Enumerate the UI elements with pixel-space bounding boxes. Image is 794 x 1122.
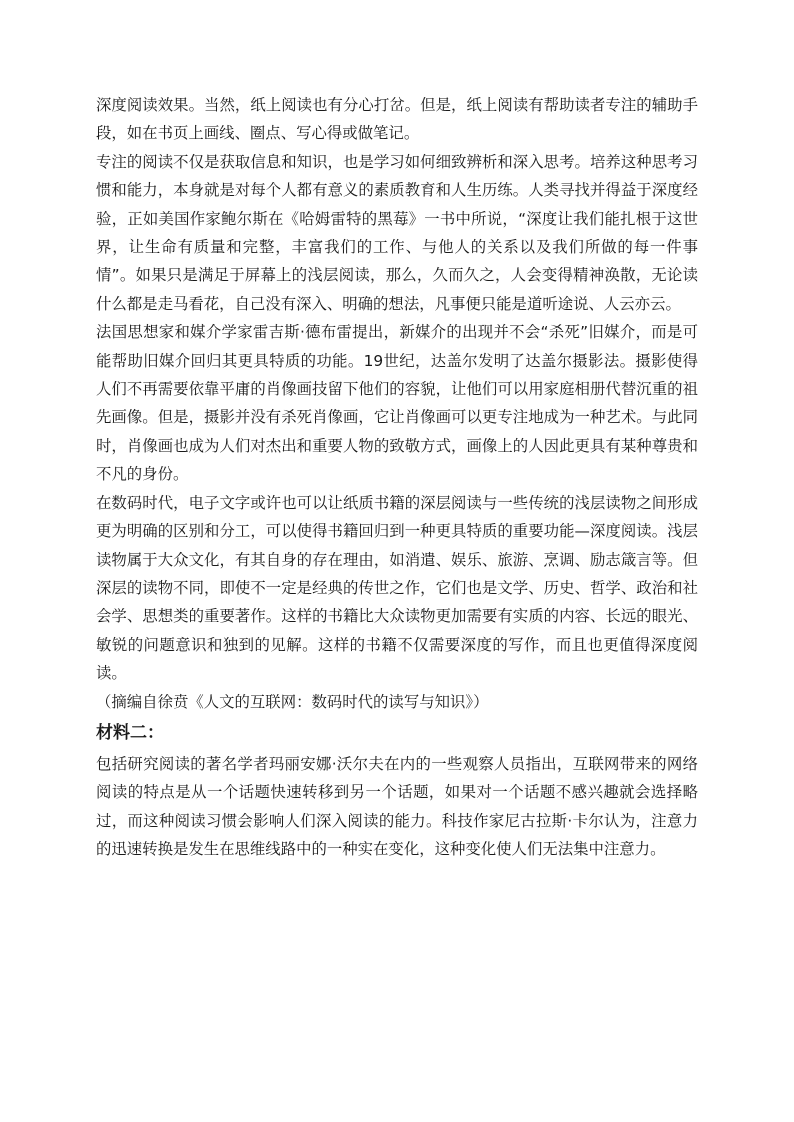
source-citation: （摘编自徐贲《人文的互联网：数码时代的读写与知识》） (96, 692, 489, 711)
document-page (96, 91, 698, 864)
paragraph-digital-era: 在数码时代，电子文字或许也可以让纸质书籍的深层阅读与一些传统的浅层读物之间形成更为明确的区别和分工，可以使得书籍回归到一种更具特质的重要功能—深度阅读。浅层读物属于大众文化，有其自身的存在理由，如消遣、娱乐、旅游、烹调、励志箴言等。但深层的读物不同，即使不一定是经典的传世之作，它们也是文学、历史、哲学、政治和社会学、思想类的重要著作。这样的书籍比大众读物更加需要有实质的内容、长远的眼光、敏锐的问题意识和独到的见解。这样的书籍不仅需要深度的写作，而且也更值得深度阅读。 (96, 493, 698, 683)
paragraph-focused-reading: 专注的阅读不仅是获取信息和知识，也是学习如何细致辨析和深入思考。培养这种思考习惯和能力，本身就是对每个人都有意义的素质教育和人生历练。人类寻找并得益于深度经验，正如美国作家鲍尔斯在《哈姆雷特的黑莓》一书中所说，“深度让我们能扎根于这世界，让生命有质量和完整，丰富我们的工作、与他人的关系以及我们所做的每一件事情”。如果只是满足于屏幕上的浅层阅读，那么，久而久之，人会变得精神涣散，无论读什么都是走马看花，自己没有深入、明确的想法，凡事便只能是道听途说、人云亦云。 (96, 152, 698, 313)
paragraph-deep-reading-effect: 深度阅读效果。当然，纸上阅读也有分心打岔。但是，纸上阅读有帮助读者专注的辅助手段，如在书页上画线、圈点、写心得或做笔记。 (96, 96, 698, 143)
paragraph-material-2: 包括研究阅读的著名学者玛丽安娜·沃尔夫在内的一些观察人员指出，互联网带来的网络阅读的特点是从一个话题快速转移到另一个话题，如果对一个话题不感兴趣就会选择略过，而这种阅读习惯会影响人们深入阅读的能力。科技作家尼古拉斯·卡尔认为，注意力的迅速转换是发生在思维线路中的一种实在变化，这种变化使人们无法集中注意力。 (96, 754, 698, 859)
paragraph-new-media: 法国思想家和媒介学家雷吉斯·德布雷提出，新媒介的出现并不会“杀死”旧媒介，而是可能帮助旧媒介回归其更具特质的功能。19世纪，达盖尔发明了达盖尔摄影法。摄影使得人们不再需要依靠平庸的肖像画技留下他们的容貌，让他们可以用家庭相册代替沉重的祖先画像。但是，摄影并没有杀死肖像画，它让肖像画可以更专注地成为一种艺术。与此同时，肖像画也成为人们对杰出和重要人物的致敬方式，画像上的人因此更具有某种尊贵和不凡的身份。 (96, 323, 698, 484)
section-heading-material-2: 材料二： (96, 722, 164, 743)
